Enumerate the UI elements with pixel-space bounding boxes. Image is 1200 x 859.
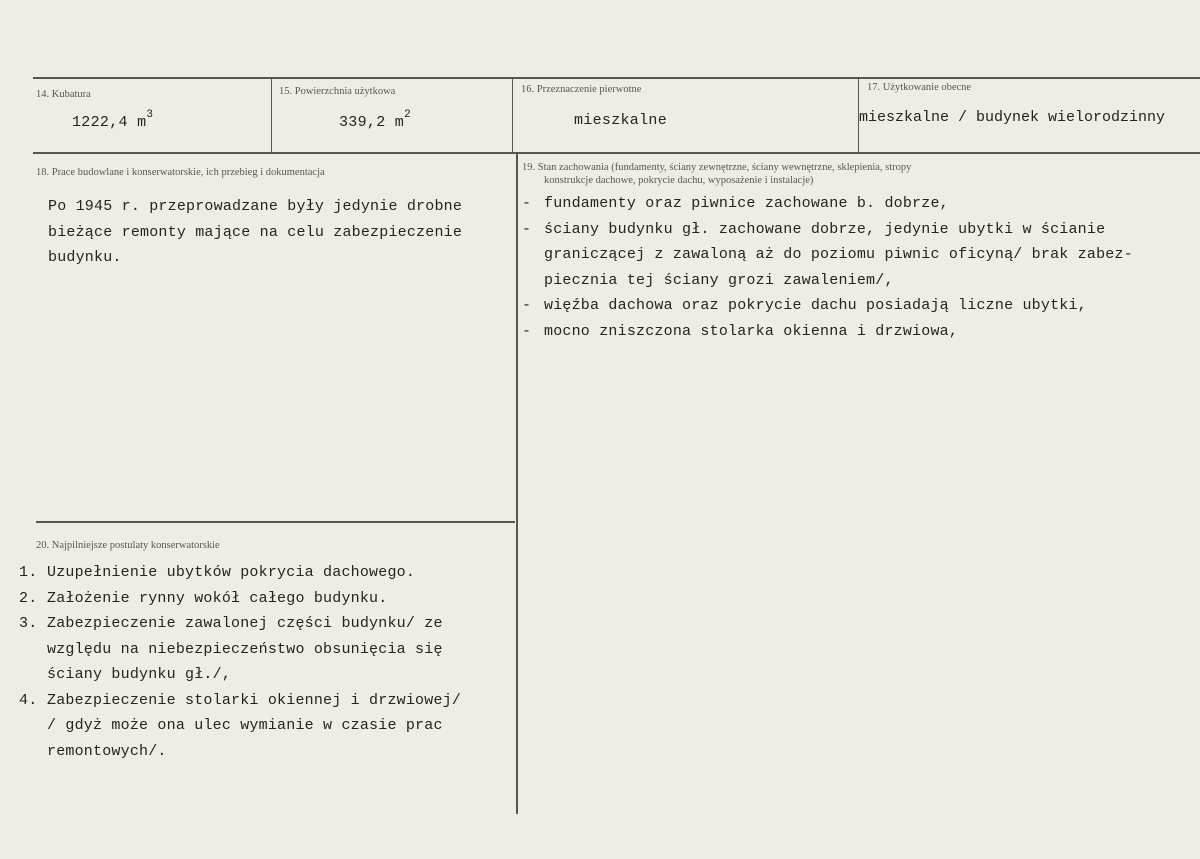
bullet-dash: - <box>522 195 532 212</box>
field-19-label-line2: konstrukcje dachowe, pokrycie dachu, wyposażenie i instalacje) <box>544 175 814 186</box>
bullet-dash: - <box>522 297 532 314</box>
rule-top <box>33 77 1200 79</box>
list-item <box>522 217 1133 243</box>
field-20-list <box>19 560 461 764</box>
field-20-label: 20. Najpilniejsze postulaty konserwatorskie <box>36 540 220 551</box>
list-item-text: więźba dachowa oraz pokrycie dachu posiadają liczne ubytki, <box>544 297 1087 314</box>
list-item <box>522 191 1133 217</box>
field-17-label: 17. Użytkowanie obecne <box>867 82 972 93</box>
field-15-exponent: 2 <box>404 109 412 121</box>
field-15-number: 339,2 m <box>339 114 405 131</box>
list-item-continuation: względu na niebezpieczeństwo obsunięcia się <box>47 640 443 658</box>
field-17-value: mieszkalne / budynek wielorodzinny <box>859 109 1166 126</box>
list-item-continuation: remontowych/. <box>47 742 167 760</box>
list-item-number: 3. <box>19 615 38 632</box>
list-item-continuation: graniczącej z zawaloną aż do poziomu piwnic oficyną/ brak zabez- <box>544 246 1133 263</box>
list-item-text: Uzupełnienie ubytków pokrycia dachowego. <box>47 564 416 581</box>
field-16-label: 16. Przeznaczenie pierwotne <box>521 84 642 95</box>
list-item <box>522 293 1133 319</box>
rule-section-20 <box>36 521 515 523</box>
list-item-text: mocno zniszczona stolarka okienna i drzwiowa, <box>544 322 959 340</box>
bullet-dash: - <box>522 322 532 340</box>
list-item-continuation: piecznia tej ściany grozi zawaleniem/, <box>544 271 894 289</box>
divider-14-15 <box>271 78 272 153</box>
field-14-label: 14. Kubatura <box>36 89 91 100</box>
list-item <box>19 611 461 637</box>
list-item-text: fundamenty oraz piwnice zachowane b. dobrze, <box>544 195 949 212</box>
field-14-value <box>72 109 154 131</box>
divider-main <box>516 153 518 814</box>
list-item <box>522 319 1133 345</box>
field-18-label: 18. Prace budowlane i konserwatorskie, ich przebieg i dokumentacja <box>36 167 325 178</box>
field-18-line: Po 1945 r. przeprowadzane były jedynie drobne <box>48 198 463 215</box>
list-item-number: 4. <box>19 691 38 709</box>
list-item-text: Założenie rynny wokół całego budynku. <box>47 589 388 607</box>
list-item-continuation: ściany budynku gł./, <box>47 666 232 683</box>
list-item <box>19 560 461 586</box>
bullet-dash: - <box>522 220 532 238</box>
list-item-number: 1. <box>19 564 38 581</box>
field-16-value: mieszkalne <box>574 112 668 129</box>
list-item-text: Zabezpieczenie stolarki okiennej i drzwiowej/ <box>47 691 462 709</box>
field-14-number: 1222,4 m <box>72 114 147 131</box>
list-item-text: ściany budynku gł. zachowane dobrze, jedynie ubytki w ścianie <box>544 220 1106 238</box>
list-item-text: Zabezpieczenie zawalonej części budynku/ ze <box>47 615 443 632</box>
field-18-line: budynku. <box>48 249 122 266</box>
field-14-exponent: 3 <box>146 109 154 121</box>
field-15-label: 15. Powierzchnia użytkowa <box>279 86 396 97</box>
field-15-value <box>339 109 412 131</box>
list-item-continuation: / gdyż może ona ulec wymianie w czasie prac <box>47 717 443 734</box>
field-18-text <box>48 194 462 271</box>
field-19-list <box>522 191 1133 344</box>
divider-15-16 <box>512 78 513 153</box>
field-18-line: bieżące remonty mające na celu zabezpieczenie <box>48 223 463 241</box>
list-item-number: 2. <box>19 589 38 607</box>
field-19-label-line1: 19. Stan zachowania (fundamenty, ściany zewnętrzne, ściany wewnętrzne, sklepienia, stropy <box>522 162 912 173</box>
rule-middle <box>33 152 1200 154</box>
list-item <box>19 688 461 714</box>
list-item <box>19 586 461 612</box>
